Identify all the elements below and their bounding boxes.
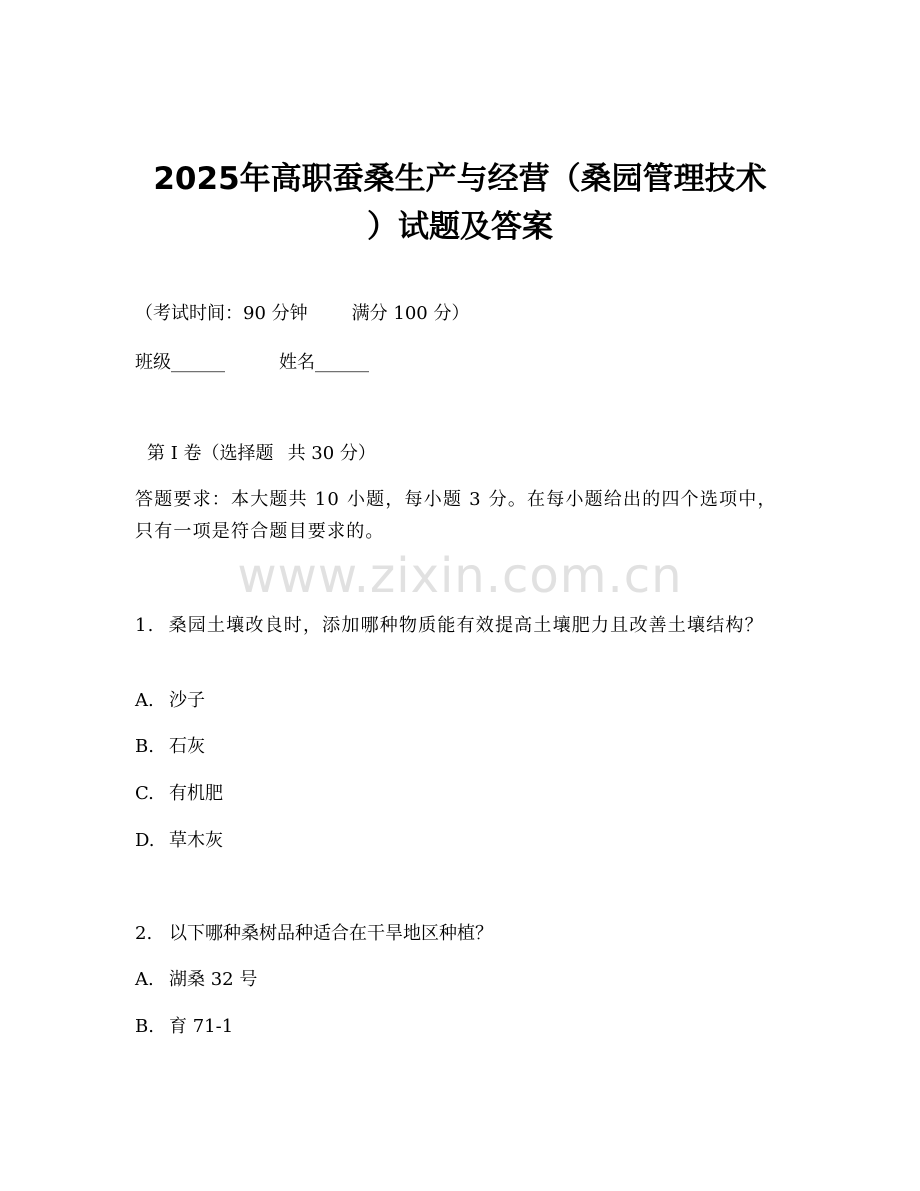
watermark: www.zixin.com.cn (237, 548, 683, 604)
question-text: 桑园土壤改良时，添加哪种物质能有效提高土壤肥力且改善土壤结构？ (168, 615, 764, 636)
section-heading: 第 I 卷（选择题 共 30 分） (147, 443, 376, 464)
question-number: 2. (135, 923, 153, 944)
student-info (135, 351, 369, 375)
exam-info (135, 302, 469, 326)
full-score: 满分 100 分） (351, 303, 470, 324)
document-title-line-1: 2025年高职蚕桑生产与经营（桑园管理技术 (153, 161, 767, 197)
class-field-label: 班级______ (135, 352, 225, 373)
question-1-option-c: C. 有机肥 (135, 783, 223, 804)
question-1 (135, 610, 785, 642)
question-text: 以下哪种桑树品种适合在干旱地区种植？ (169, 923, 493, 944)
question-2-option-b: B. 育 71-1 (135, 1016, 234, 1037)
question-1-option-d: D. 草木灰 (135, 830, 223, 851)
question-2 (135, 922, 493, 946)
exam-time: （考试时间：90 分钟 (135, 303, 308, 324)
answer-instructions: 答题要求：本大题共 10 小题，每小题 3 分。在每小题给出的四个选项中，只有一项是符合题目要求的。 (135, 489, 777, 542)
question-1-option-b: B. 石灰 (135, 736, 205, 757)
question-1-option-a: A. 沙子 (135, 690, 205, 711)
question-2-option-a: A. 湖桑 32 号 (135, 969, 258, 990)
name-field-label: 姓名______ (279, 352, 369, 373)
question-number: 1. (135, 615, 155, 636)
document-title-line-2: ）试题及答案 (367, 209, 553, 245)
